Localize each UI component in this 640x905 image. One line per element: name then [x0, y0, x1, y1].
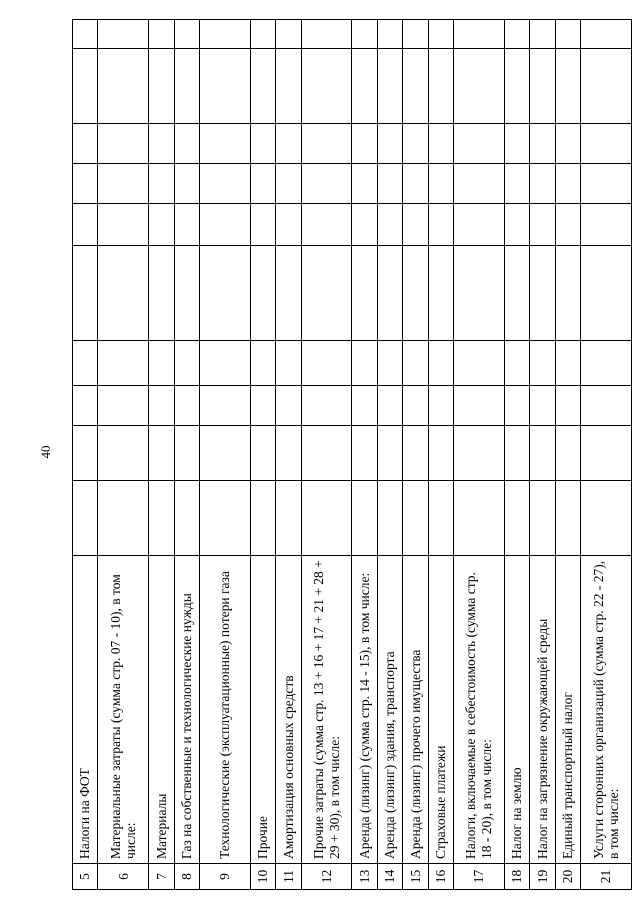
value-cell	[301, 124, 352, 164]
table-row	[250, 20, 275, 890]
value-cell	[454, 49, 505, 124]
row-label: Единый транспортный налог	[555, 556, 580, 864]
value-cell	[403, 386, 428, 426]
value-cell	[403, 426, 428, 481]
value-cell	[581, 20, 632, 49]
value-cell	[352, 20, 377, 49]
value-cell	[454, 124, 505, 164]
value-cell	[403, 481, 428, 556]
value-cell	[73, 481, 98, 556]
value-cell	[403, 20, 428, 49]
table-row	[403, 20, 428, 890]
value-cell	[428, 426, 453, 481]
value-cell	[454, 246, 505, 341]
value-cell	[250, 124, 275, 164]
value-cell	[98, 204, 149, 246]
value-cell	[581, 246, 632, 341]
value-cell	[73, 49, 98, 124]
table-row	[555, 20, 580, 890]
value-cell	[73, 204, 98, 246]
value-cell	[504, 124, 529, 164]
value-cell	[200, 246, 251, 341]
value-cell	[174, 481, 199, 556]
value-cell	[98, 341, 149, 386]
value-cell	[301, 204, 352, 246]
row-number: 17	[454, 864, 505, 890]
value-cell	[555, 20, 580, 49]
value-cell	[301, 246, 352, 341]
value-cell	[530, 386, 555, 426]
value-cell	[530, 246, 555, 341]
value-cell	[504, 20, 529, 49]
value-cell	[149, 124, 174, 164]
value-cell	[174, 341, 199, 386]
value-cell	[530, 426, 555, 481]
table-row	[504, 20, 529, 890]
value-cell	[377, 341, 402, 386]
value-cell	[149, 426, 174, 481]
value-cell	[250, 246, 275, 341]
value-cell	[504, 426, 529, 481]
value-cell	[403, 124, 428, 164]
value-cell	[555, 426, 580, 481]
row-label: Аренда (лизинг) здания, транспорта	[377, 556, 402, 864]
value-cell	[250, 426, 275, 481]
value-cell	[352, 124, 377, 164]
value-cell	[428, 246, 453, 341]
table-row	[428, 20, 453, 890]
value-cell	[530, 204, 555, 246]
value-cell	[555, 341, 580, 386]
value-cell	[555, 481, 580, 556]
value-cell	[428, 481, 453, 556]
row-number: 14	[377, 864, 402, 890]
value-cell	[174, 246, 199, 341]
value-cell	[73, 386, 98, 426]
row-label: Технологические (эксплуатационные) потери газа	[200, 556, 251, 864]
value-cell	[352, 481, 377, 556]
row-number: 8	[174, 864, 199, 890]
value-cell	[581, 49, 632, 124]
value-cell	[352, 246, 377, 341]
value-cell	[428, 164, 453, 204]
value-cell	[276, 49, 301, 124]
value-cell	[301, 341, 352, 386]
value-cell	[428, 124, 453, 164]
row-number: 6	[98, 864, 149, 890]
value-cell	[276, 124, 301, 164]
value-cell	[149, 341, 174, 386]
value-cell	[174, 386, 199, 426]
value-cell	[581, 341, 632, 386]
value-cell	[73, 341, 98, 386]
row-number: 12	[301, 864, 352, 890]
row-number: 21	[581, 864, 632, 890]
table-row	[581, 20, 632, 890]
value-cell	[352, 426, 377, 481]
value-cell	[276, 20, 301, 49]
value-cell	[403, 341, 428, 386]
value-cell	[200, 124, 251, 164]
row-label: Газ на собственные и технологические нужды	[174, 556, 199, 864]
row-label: Материалы	[149, 556, 174, 864]
table-row	[174, 20, 199, 890]
value-cell	[98, 20, 149, 49]
value-cell	[428, 341, 453, 386]
row-label: Налог на загрязнение окружающей среды	[530, 556, 555, 864]
value-cell	[73, 124, 98, 164]
value-cell	[530, 481, 555, 556]
table-row	[301, 20, 352, 890]
page-number: 40	[38, 445, 53, 459]
row-label: Прочие	[250, 556, 275, 864]
value-cell	[301, 20, 352, 49]
row-label: Налоги на ФОТ	[73, 556, 98, 864]
value-cell	[454, 426, 505, 481]
table-row	[530, 20, 555, 890]
value-cell	[200, 426, 251, 481]
value-cell	[454, 481, 505, 556]
value-cell	[73, 164, 98, 204]
value-cell	[174, 164, 199, 204]
value-cell	[377, 124, 402, 164]
value-cell	[377, 481, 402, 556]
value-cell	[98, 481, 149, 556]
row-label: Аренда (лизинг) прочего имущества	[403, 556, 428, 864]
value-cell	[301, 164, 352, 204]
value-cell	[581, 386, 632, 426]
value-cell	[352, 386, 377, 426]
value-cell	[454, 164, 505, 204]
value-cell	[98, 386, 149, 426]
row-label: Материальные затраты (сумма стр. 07 - 10), в том числе:	[98, 556, 149, 864]
value-cell	[581, 164, 632, 204]
value-cell	[73, 426, 98, 481]
value-cell	[352, 49, 377, 124]
row-number: 15	[403, 864, 428, 890]
row-number: 18	[504, 864, 529, 890]
value-cell	[149, 164, 174, 204]
value-cell	[276, 246, 301, 341]
value-cell	[428, 386, 453, 426]
value-cell	[200, 204, 251, 246]
table-row	[352, 20, 377, 890]
value-cell	[149, 49, 174, 124]
value-cell	[200, 49, 251, 124]
value-cell	[276, 341, 301, 386]
value-cell	[377, 246, 402, 341]
value-cell	[428, 49, 453, 124]
value-cell	[250, 20, 275, 49]
row-label: Услуги сторонних организаций (сумма стр. 22 - 27), в том числе:	[581, 556, 632, 864]
value-cell	[276, 481, 301, 556]
value-cell	[98, 246, 149, 341]
row-label: Амортизация основных средств	[276, 556, 301, 864]
value-cell	[250, 49, 275, 124]
value-cell	[250, 204, 275, 246]
value-cell	[377, 20, 402, 49]
value-cell	[581, 204, 632, 246]
value-cell	[250, 386, 275, 426]
value-cell	[504, 386, 529, 426]
value-cell	[250, 164, 275, 204]
value-cell	[530, 124, 555, 164]
value-cell	[301, 49, 352, 124]
table-row	[200, 20, 251, 890]
value-cell	[555, 386, 580, 426]
row-label: Прочие затраты (сумма стр. 13 + 16 + 17 + 21 + 28 + 29 + 30), в том числе:	[301, 556, 352, 864]
row-number: 20	[555, 864, 580, 890]
value-cell	[530, 20, 555, 49]
row-number: 7	[149, 864, 174, 890]
row-label: Страховые платежи	[428, 556, 453, 864]
value-cell	[377, 164, 402, 204]
table-row	[149, 20, 174, 890]
table-row	[454, 20, 505, 890]
value-cell	[98, 124, 149, 164]
value-cell	[530, 164, 555, 204]
value-cell	[530, 49, 555, 124]
value-cell	[555, 164, 580, 204]
value-cell	[504, 246, 529, 341]
value-cell	[149, 20, 174, 49]
value-cell	[73, 246, 98, 341]
row-label: Налог на землю	[504, 556, 529, 864]
value-cell	[403, 164, 428, 204]
value-cell	[555, 124, 580, 164]
value-cell	[454, 341, 505, 386]
value-cell	[276, 164, 301, 204]
row-label: Аренда (лизинг) (сумма стр. 14 - 15), в том числе:	[352, 556, 377, 864]
value-cell	[377, 386, 402, 426]
value-cell	[454, 20, 505, 49]
row-number: 13	[352, 864, 377, 890]
value-cell	[403, 204, 428, 246]
value-cell	[250, 481, 275, 556]
value-cell	[428, 20, 453, 49]
value-cell	[581, 124, 632, 164]
cost-table-rotated	[72, 20, 632, 890]
value-cell	[276, 204, 301, 246]
value-cell	[454, 204, 505, 246]
value-cell	[276, 426, 301, 481]
value-cell	[200, 164, 251, 204]
row-number: 11	[276, 864, 301, 890]
value-cell	[276, 386, 301, 426]
value-cell	[504, 481, 529, 556]
cost-table	[72, 19, 632, 890]
row-label: Налоги, включаемые в себестоимость (сумма стр. 18 - 20), в том числе:	[454, 556, 505, 864]
value-cell	[581, 426, 632, 481]
value-cell	[200, 386, 251, 426]
value-cell	[504, 49, 529, 124]
table-row	[98, 20, 149, 890]
row-number: 5	[73, 864, 98, 890]
value-cell	[377, 204, 402, 246]
table-row	[73, 20, 98, 890]
value-cell	[504, 341, 529, 386]
value-cell	[301, 386, 352, 426]
value-cell	[377, 49, 402, 124]
value-cell	[403, 49, 428, 124]
row-number: 10	[250, 864, 275, 890]
value-cell	[98, 164, 149, 204]
value-cell	[200, 341, 251, 386]
value-cell	[555, 49, 580, 124]
table-row	[377, 20, 402, 890]
value-cell	[377, 426, 402, 481]
value-cell	[200, 20, 251, 49]
value-cell	[454, 386, 505, 426]
table-row	[276, 20, 301, 890]
value-cell	[174, 20, 199, 49]
value-cell	[73, 20, 98, 49]
value-cell	[428, 204, 453, 246]
value-cell	[555, 246, 580, 341]
value-cell	[174, 426, 199, 481]
value-cell	[530, 341, 555, 386]
value-cell	[149, 481, 174, 556]
value-cell	[301, 481, 352, 556]
value-cell	[555, 204, 580, 246]
value-cell	[200, 481, 251, 556]
value-cell	[174, 204, 199, 246]
value-cell	[98, 49, 149, 124]
value-cell	[149, 204, 174, 246]
value-cell	[250, 341, 275, 386]
value-cell	[352, 164, 377, 204]
value-cell	[504, 164, 529, 204]
value-cell	[174, 124, 199, 164]
value-cell	[403, 246, 428, 341]
value-cell	[301, 426, 352, 481]
value-cell	[581, 481, 632, 556]
value-cell	[149, 386, 174, 426]
value-cell	[174, 49, 199, 124]
row-number: 9	[200, 864, 251, 890]
value-cell	[504, 204, 529, 246]
value-cell	[149, 246, 174, 341]
value-cell	[352, 341, 377, 386]
row-number: 16	[428, 864, 453, 890]
value-cell	[98, 426, 149, 481]
value-cell	[352, 204, 377, 246]
row-number: 19	[530, 864, 555, 890]
